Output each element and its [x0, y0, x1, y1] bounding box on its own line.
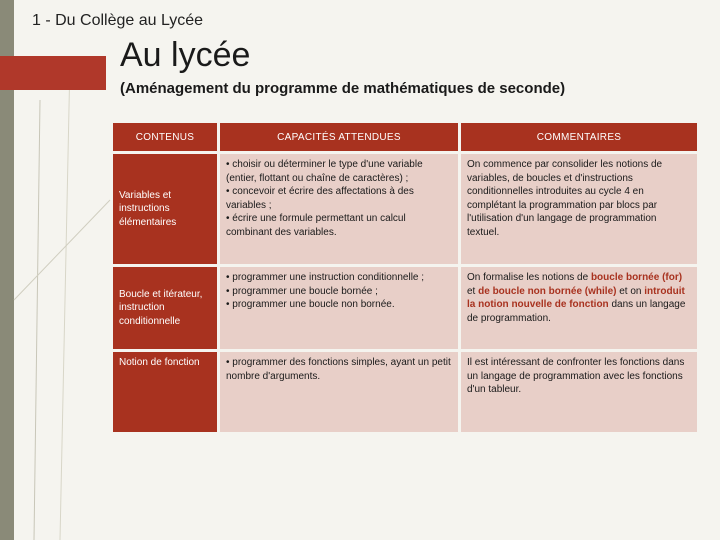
- commentaire-text: et: [467, 285, 479, 297]
- capacite-item: • écrire une formule permettant un calcul combinant des variables.: [226, 213, 406, 238]
- column-header-capacites: CAPACITÉS ATTENDUES: [220, 123, 458, 151]
- commentaire-highlight: boucle bornée (for): [590, 272, 683, 283]
- capacite-item: • programmer des fonctions simples, ayant un petit nombre d'arguments.: [226, 357, 451, 382]
- row-commentaire: [461, 267, 697, 349]
- row-commentaire: Il est intéressant de confronter les fonctions dans un langage de programmation avec les fonctions d'un tableur.: [461, 352, 697, 432]
- capacite-item: • programmer une instruction conditionnelle ;: [226, 272, 425, 283]
- table-header-row: [113, 123, 697, 151]
- capacite-item: • choisir ou déterminer le type d'une variable (entier, flottant ou chaîne de caractères) ;: [226, 159, 423, 184]
- capacite-item: • programmer une boucle bornée ;: [226, 285, 378, 297]
- breadcrumb: 1 - Du Collège au Lycée: [32, 12, 204, 29]
- row-contenu: Notion de fonction: [113, 352, 217, 432]
- row-capacites: [220, 267, 458, 349]
- page-title: Au lycée: [120, 36, 251, 74]
- page-subtitle: (Aménagement du programme de mathématiques de seconde): [120, 80, 566, 97]
- commentaire-highlight: de boucle non bornée (while): [478, 285, 617, 297]
- row-commentaire: On commence par consolider les notions de variables, de boucles et d'instructions conditionnelles introduites au cycle 4 en complétant la programmation par blocs par l'utilisation d'un langage de programmation textuel.: [461, 154, 697, 264]
- commentaire-text: On formalise les notions de: [467, 272, 591, 283]
- row-contenu: Variables et instructions élémentaires: [113, 154, 217, 264]
- table-row: [113, 267, 697, 349]
- commentaire-text: dans un langage de programmation.: [467, 299, 686, 324]
- table-row: [113, 352, 697, 432]
- capacite-item: • concevoir et écrire des affectations à des variables ;: [226, 186, 414, 211]
- row-capacites: [220, 352, 458, 432]
- column-header-contenus: CONTENUS: [113, 123, 217, 151]
- commentaire-highlight: introduit la notion nouvelle de fonction: [467, 285, 685, 310]
- capacite-item: • programmer une boucle non bornée.: [226, 299, 395, 310]
- column-header-commentaires: COMMENTAIRES: [461, 123, 697, 151]
- row-capacites: [220, 154, 458, 264]
- title-accent-bar: [0, 56, 106, 90]
- row-contenu: Boucle et itérateur, instruction conditionnelle: [113, 267, 217, 349]
- commentaire-text: et on: [616, 285, 645, 297]
- program-table: [110, 120, 700, 435]
- table-row: [113, 154, 697, 264]
